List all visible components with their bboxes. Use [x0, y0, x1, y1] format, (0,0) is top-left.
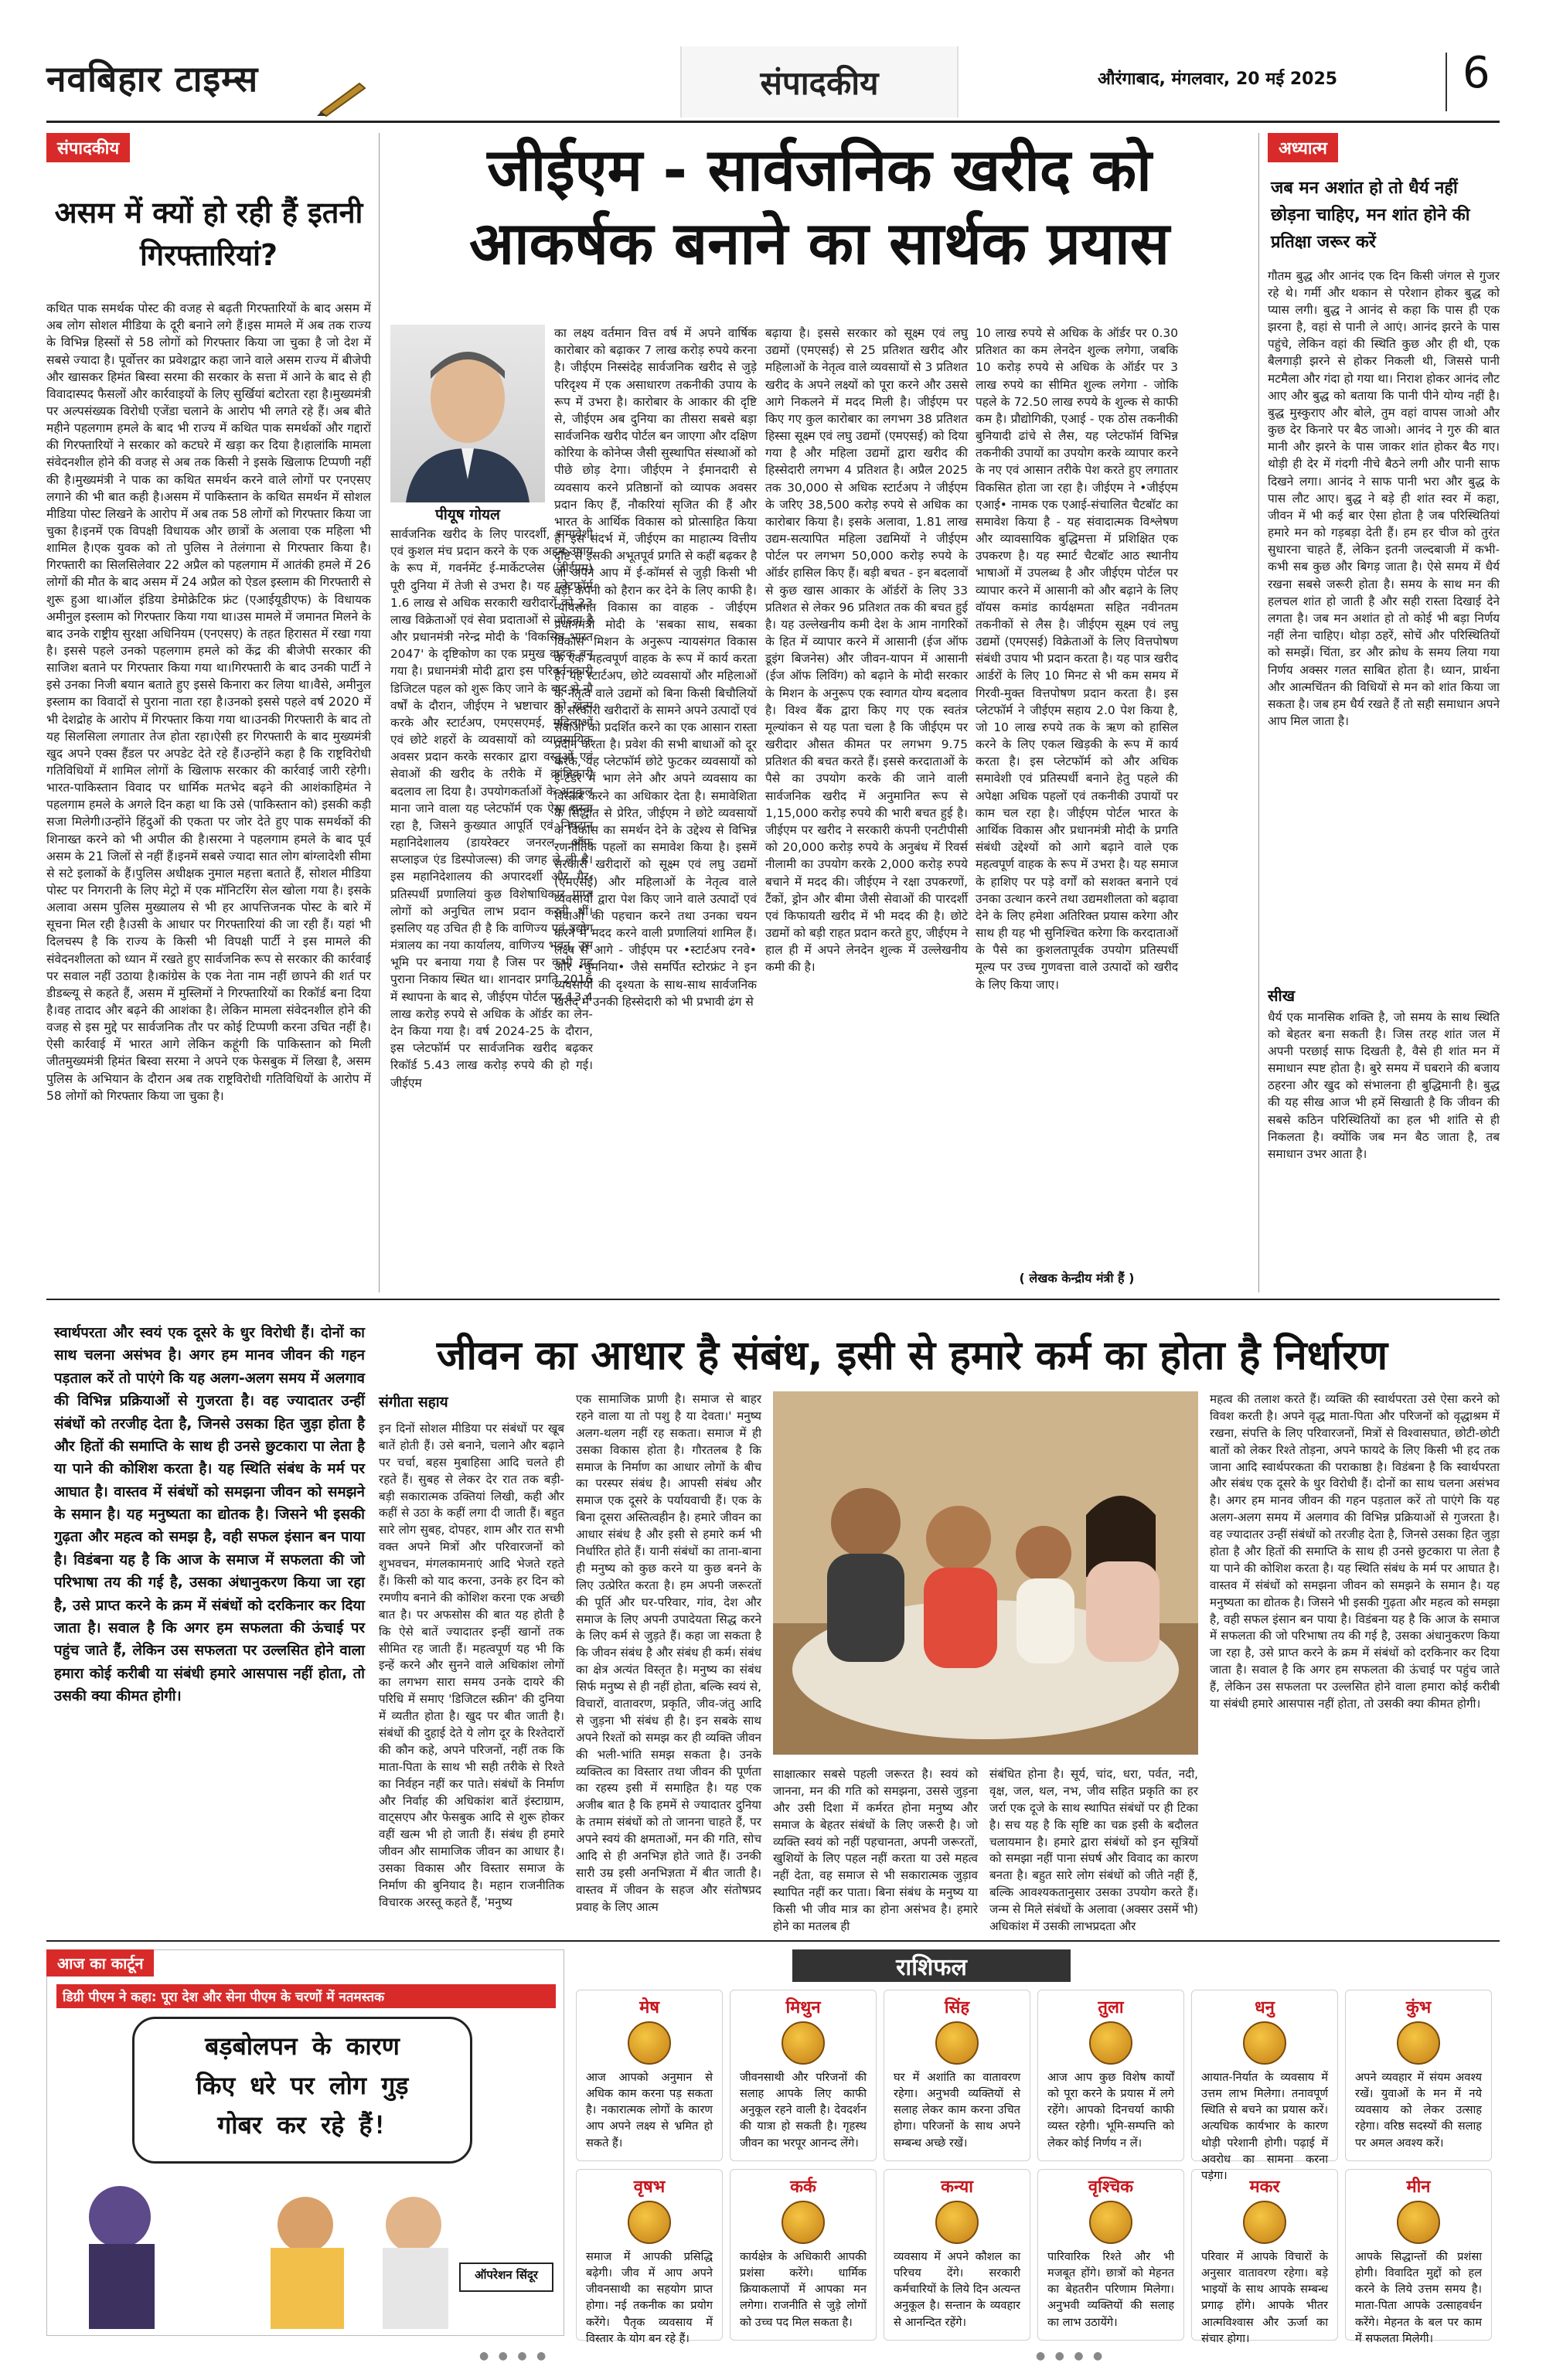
author-caption: पीयूष गोयल — [435, 506, 500, 523]
horoscope-sign-name: कर्क — [790, 2177, 816, 2197]
horoscope-sign-text: आयात-निर्यात के व्यवसाय में उत्तम लाभ मिलेगा। तनावपूर्ण स्थिति से बचने का प्रयास करें। अत्यधिक कार्यभार के कारण थोड़ी परेशानी होगी। पढ़ाई में अवरोध का सामना करना पड़ेगा। — [1201, 2071, 1328, 2182]
main-headline-line1: जीईएम - सार्वजनिक खरीद को — [487, 135, 1152, 204]
horoscope-sign-box — [1037, 1990, 1184, 2161]
registration-mark: ● ● ● ● — [479, 2350, 550, 2362]
section-rule — [46, 1299, 1500, 1300]
masthead-rule — [46, 121, 1500, 123]
horoscope-sign-text: जीवनसाथी और परिजनों की सलाह आपके लिए काफी अनुकूल रहने वाली है। देवदर्शन की यात्रा हो सकती है। गृहस्थ जीवन का भरपूर आनन्द लेंगे। — [740, 2071, 867, 2150]
horoscope-sign-text: पारिवारिक रिश्ते और भी मजबूत होंगे। छात्रों को मेहनत का बेहतरीन परिणाम मिलेगा। अनुभवी व्यक्तियों की सलाह का लाभ उठायेंगे। — [1047, 2250, 1174, 2329]
zodiac-icon — [1397, 2201, 1440, 2244]
horoscope-sign-box — [1345, 1990, 1492, 2161]
dateline: औरंगाबाद, मंगलवार, 20 मई 2025 — [1098, 70, 1338, 89]
registration-mark: ● ● ● ● — [1036, 2350, 1106, 2362]
editorial-tag: संपादकीय — [46, 133, 130, 162]
masthead — [46, 46, 1500, 117]
right-column — [1268, 133, 1500, 1292]
horoscope-sign-text: व्यवसाय में अपने कौशल का परिचय देंगे। सरकारी कर्मचारियों के लिये दिन अत्यन्त अनुकूल है। सन्तान के व्यवहार से आनन्दित रहेंगे। — [894, 2250, 1020, 2329]
author-credit: ( लेखक केन्द्रीय मंत्री हैं ) — [1019, 1271, 1135, 1285]
main-col-2: का लक्ष्य वर्तमान वित्त वर्ष में अपने वार्षिक कारोबार को बढ़ाकर 7 लाख करोड़ रुपये करना है। जीईएम निस्संदेह सार्वजनिक खरीद से जुड़े परिदृश्य में एक असाधारण तकनीकी उपाय के रूप में उभरा है। कारोबार के आकार की दृष्टि से, जीईएम अब दुनिया का तीसरा सबसे बड़ा सार्वजनिक खरीद पोर्टल बन जाएगा और दक्षिण कोरिया के कोनेप्स जैसी सुस्थापित संस्थाओं को पीछे छोड़ देगा। जीईएम ने ईमानदारी से व्यवसाय करने प्रतिष्ठानों को व्यापक अवसर प्रदान किए हैं, नौकरियां सृजित की हैं और भारत के आर्थिक विकास को प्रोत्साहित किया है। इस संदर्भ में, जीईएम का माहात्म्य वित्तीय दृष्टि से इसकी अभूतपूर्व प्रगति से कहीं बढ़कर है जो अपने आप में ई-कॉमर्स से जुड़ी किसी भी बड़ी कंपनी को हैरान कर देने के लिए काफी है। न्यायसंगत विकास का वाहक - जीईएम प्रधानमंत्री मोदी के 'सबका साथ, सबका विकास' मिशन के अनुरूप न्यायसंगत विकास के एक महत्वपूर्ण वाहक के रूप में कार्य करता है। यह स्टार्टअप, छोटे व्यवसायों और महिलाओं के नेतृत्व वाले उद्यमों को बिना किसी बिचौलियों के सरकारी खरीदारों के सामने अपने उत्पादों एवं सेवाओं को प्रदर्शित करने का एक आसान रास्ता प्रदान करता है। प्रवेश की सभी बाधाओं को दूर करके, यह प्लेटफॉर्म छोटे फुटकर व्यवसायों को ई-टेंडर में भाग लेने और अपने व्यवसाय का विस्तार करने का अधिकार देता है। समावेशिता के सिद्धांत से प्रेरित, जीईएम ने छोटे व्यवसायों के विकास का समर्थन देने के उद्देश्य से विभिन्न रणनीतिक पहलों का समावेश किया है। इसमें सरकारी खरीदारों को सूक्ष्म एवं लघु उद्यमों (एमएसई) और महिलाओं के नेतृत्व वाले व्यवसायों द्वारा पेश किए जाने वाले उत्पादों एवं सेवाओं की पहचान करने तथा उनका चयन करने में मदद करने वाली प्रणालियां शामिल हैं। लक्ष्य से आगे - जीईएम पर •स्टार्टअप रनवे• और •वुमनिया• जैसे समर्पित स्टोरफ्रंट ने इन व्यवसायों की दृश्यता के साथ-साथ सार्वजनिक खरीद में उनकी हिस्सेदारी को भी प्रभावी ढंग से — [554, 326, 757, 1009]
family-photo-icon — [773, 1391, 1198, 1755]
horoscope-sign-box — [884, 1990, 1030, 2161]
cartoon-box — [46, 1949, 564, 2336]
author-photo — [390, 325, 545, 502]
horoscope-sign-name: वृषभ — [633, 2177, 666, 2197]
editorial-headline: असम में क्यों हो रही हैं इतनी गिरफ्तारियां? — [54, 196, 363, 273]
horoscope-section — [576, 1949, 1500, 2345]
horoscope-sign-text: आज आप कुछ विशेष कार्यों को पूरा करने के प्रयास में लगे रहेंगे। आपको दिनचर्या काफी व्यस्त रहेगी। भूमि-सम्पत्ति को लेकर कोई निर्णय न लें। — [1047, 2071, 1174, 2150]
relationship-author: संगीता सहाय — [379, 1394, 448, 1411]
section-title: संपादकीय — [760, 63, 879, 102]
zodiac-icon — [1243, 2201, 1286, 2244]
horoscope-sign-name: मेष — [639, 1998, 659, 2017]
relationship-headline: जीवन का आधार है संबंध, इसी से हमारे कर्म का होता है निर्धारण — [436, 1333, 1388, 1379]
cartoon-caption: डिग्री पीएम ने कहा: पूरा देश और सेना पीएम के चरणों में नतमस्तक — [56, 1984, 556, 2008]
page-number: 6 — [1463, 48, 1490, 98]
horoscope-sign-box — [1191, 1990, 1338, 2182]
main-headline — [390, 133, 1248, 280]
horoscope-title-bar — [792, 1949, 1071, 1982]
horoscope-sign-text: आपके सिद्धान्तों की प्रशंसा होगी। विवादित मुद्दों को हल करने के लिये उत्तम समय है। माता-पिता आपके उत्साहवर्धन करेंगे। मेहनत के बल पर काम में सफलता मिलेगी। — [1355, 2250, 1482, 2345]
bubble-line-2: किए धरे पर लोग गुड़ — [196, 2071, 409, 2101]
main-col-4: 10 लाख रुपये से अधिक के ऑर्डर पर 0.30 प्रतिशत का कम लेनदेन शुल्क लगेगा, जबकि 10 करोड़ रुपये से अधिक के ऑर्डर पर 3 लाख रुपये का सीमित शुल्क लगेगा - जोकि पहले के 72.50 लाख रुपये के शुल्क से काफी कम है। प्रौद्योगिकी, एआई - एक ठोस तकनीकी बुनियादी ढांचे से लैस, यह प्लेटफॉर्म विभिन्न तकनीकी उपायों का उपयोग करके व्यापार करने के नए एवं आसान तरीके पेश करते हुए लगातार विकसित होता जा रहा है। जीईएम ने •जीईएम एआई• नामक एक एआई-संचालित चैटबॉट का समावेश किया है - यह संवादात्मक विश्लेषण और व्यावसायिक बुद्धिमत्ता में प्रशिक्षित एक उपकरण है। यह स्मार्ट चैटबॉट आठ स्थानीय भाषाओं में उपलब्ध है और जीईएम पोर्टल पर व्यापार करने में आसानी को और बढ़ाने के लिए वॉयस कमांड कार्यक्षमता सहित नवीनतम तकनीकों से लैस है। जीईएम सूक्ष्म एवं लघु उद्यमों (एमएसई) विक्रेताओं के लिए वित्तपोषण संबंधी उपाय भी प्रदान करता है। यह पात्र खरीद आर्डरों के लिए 10 मिनट से भी कम समय में गिरवी-मुक्त वित्तपोषण प्रदान करता है। इस प्लेटफॉर्म ने जीईएम सहाय 2.0 पेश किया है, जो 10 लाख रुपये तक के ऋण को हासिल करने के लिए एकल खिड़की के रूप में कार्य करता है। इस प्लेटफॉर्म को और अधिक समावेशी एवं प्रतिस्पर्धी बनाने हेतु पहले की अपेक्षा अधिक पहलों एवं तकनीकी उपायों पर काम चल रहा है। जीईएम पोर्टल भारत के आर्थिक विकास और प्रधानमंत्री मोदी के प्रगति संबंधी उद्देश्यों को आगे बढ़ाने वाले एक महत्वपूर्ण वाहक के रूप में उभरा है। यह समाज के हाशिए पर पड़े वर्गों को सशक्त बनाने एवं उनका उत्थान करने तथा उद्यमशीलता को बढ़ावा देने के लिए हमेशा अतिरिक्त प्रयास करेगा और साथ ही यह भी सुनिश्चित करेगा कि करदाताओं के पैसे का कुशलतापूर्वक उपयोग प्रतिस्पर्धी मूल्य पर उच्च गुणवत्ता वाले उत्पादों को खरीद के लिए किया जाए। — [976, 326, 1179, 992]
zodiac-icon — [1089, 2021, 1132, 2065]
col-rule — [1258, 133, 1259, 1292]
author-portrait-icon — [390, 325, 545, 502]
spirituality-headline: जब मन अशांत हो तो धैर्य नहीं छोड़ना चाहिए, मन शांत होने की प्रतिक्षा जरूर करें — [1271, 179, 1470, 253]
horoscope-sign-box — [576, 2169, 723, 2345]
zodiac-icon — [935, 2021, 979, 2065]
bubble-line-3: गोबर कर रहे हैं! — [217, 2110, 387, 2140]
section-banner — [680, 46, 959, 117]
pull-quote-box — [46, 1314, 371, 1932]
horoscope-sign-box — [730, 1990, 877, 2161]
horoscope-sign-text: आज आपको अनुमान से अधिक काम करना पड़ सकता है। नकारात्मक लोगों के कारण आप अपने लक्ष्य से भ्रमित हो सकते हैं। — [586, 2071, 713, 2150]
zodiac-icon — [1397, 2021, 1440, 2065]
pen-icon — [317, 77, 371, 116]
zodiac-icon — [1089, 2201, 1132, 2244]
horoscope-sign-name: धनु — [1255, 1998, 1275, 2017]
left-editorial — [46, 133, 371, 1292]
horoscope-sign-name: वृश्चिक — [1088, 2177, 1134, 2197]
family-photo — [773, 1391, 1198, 1755]
horoscope-sign-box — [1037, 2169, 1184, 2341]
horoscope-sign-name: कन्या — [941, 2177, 973, 2197]
main-col-3: बढ़ाया है। इससे सरकार को सूक्ष्म एवं लघु उद्यमों (एमएसई) से 25 प्रतिशत खरीद और महिलाओं के नेतृत्व वाले व्यवसायों से 3 प्रतिशत खरीद के अपने लक्ष्यों को पूरा करने और उससे आगे निकलने में मदद मिली है। जीईएम पर किए गए कुल कारोबार का लगभग 38 प्रतिशत हिस्सा सूक्ष्म एवं लघु उद्यमों (एमएसई) को दिया गया है और महिला उद्यमों द्वारा खरीद की हिस्सेदारी लगभग 4 प्रतिशत है। अप्रैल 2025 तक 30,000 से अधिक स्टार्टअप ने जीईएम के जरिए 38,500 करोड़ रुपये से अधिक का कारोबार किया है। इसके अलावा, 1.81 लाख उद्यम-सत्यापित महिला उद्यमियों ने जीईएम पोर्टल पर लगभग 50,000 करोड़ रुपये के ऑर्डर हासिल किए हैं। बड़ी बचत - इन बदलावों से कुछ खास आकार के ऑर्डरों के लिए 33 प्रतिशत से लेकर 96 प्रतिशत तक की बचत हुई है। यह उल्लेखनीय कमी देश के आम नागरिकों के हित में व्यापार करने में आसानी (ईज ऑफ डूइंग बिजनेस) और जीवन-यापन में आसानी (ईज ऑफ लिविंग) को बढ़ाने के मोदी सरकार के मिशन के अनुरूप एक स्वागत योग्य बदलाव है। विश्व बैंक द्वारा किए गए एक स्वतंत्र मूल्यांकन से यह पता चला है कि जीईएम पर खरीदार औसत कीमत पर लगभग 9.75 प्रतिशत की बचत करते हैं। इससे करदाताओं के पैसे का उपयोग करके की जाने वाली सार्वजनिक खरीद में अनुमानित रूप से 1,15,000 करोड़ रुपये की भारी बचत हुई है। जीईएम पर खरीद ने सरकारी कंपनी एनटीपीसी को 20,000 करोड़ रुपये के अनुबंध में रिवर्स नीलामी का उपयोग करके 2,000 करोड़ रुपये बचाने में मदद की। जीईएम ने रक्षा उपकरणों, टैंकों, ड्रोन और बीमा जैसी सेवाओं की पारदर्शी एवं किफायती खरीद में भी मदद की है। छोटे उद्यमों को बड़ी राहत प्रदान करते हुए, जीईएम ने हाल ही में अपने लेनदेन शुल्क में उल्लेखनीय कमी की है। — [765, 326, 968, 975]
relationship-col-2: एक सामाजिक प्राणी है। समाज से बाहर रहने वाला या तो पशु है या देवता।' मनुष्य अलग-थलग नहीं रह सकता। समाज में ही उसका विकास होता है। गौरतलब है कि समाज के निर्माण का आधार लोगों के बीच का परस्पर संबंध है। आपसी संबंध और समाज एक दूसरे के पर्यायवाची हैं। एक के बिना दूसरा अस्तित्वहीन है। हमारे जीवन का आधार संबंध है और इसी से हमारे कर्म भी निर्धारित होते हैं। यानी संबंधों का ताना-बाना ही मनुष्य को कुछ करने या कुछ बनने के लिए उत्प्रेरित करता है। हम अपनी जरूरतों की पूर्ति और घर-परिवार, गांव, देश और समाज के लिए अपनी उपादेयता सिद्ध करने के लिए कर्म से जुड़ते हैं। कहा जा सकता है कि जीवन संबंध है और संबंध ही कर्म। संबंध का क्षेत्र अत्यंत विस्तृत है। मनुष्य का संबंध सिर्फ मनुष्य से ही नहीं होता, बल्कि स्वयं से, विचारों, वातावरण, प्रकृति, जीव-जंतु आदि से जुड़ना भी संबंध ही है। इन सबके साथ अपने रिश्तों को समझ कर ही व्यक्ति जीवन की भली-भांति समझ सकता है। उनके व्यक्तित्व का विस्तार तथा जीवन की पूर्णता का रहस्य इसी में समाहित है। यह एक अजीब बात है कि हममें से ज्यादातर दुनिया के तमाम संबंधों को तो जानना चाहते हैं, पर अपने स्वयं की क्षमताओं, मन की गति, सोच आदि से ही अनभिज्ञ होते जाते हैं। उनकी सारी उम्र इसी अनभिज्ञता में बीत जाती है। वास्तव में जीवन के सहज और संतोषप्रद प्रवाह के लिए आत्म — [576, 1392, 761, 1914]
relationship-col-3: साक्षात्कार सबसे पहली जरूरत है। स्वयं को जानना, मन की गति को समझना, उससे जुड़ना और उसी दिशा में कर्मरत होना मनुष्य और समाज के बेहतर संबंधों के लिए जरूरी है। जो व्यक्ति स्वयं को नहीं पहचानता, अपनी जरूरतों, खुशियों के लिए पहल नहीं करता या उसे महत्व नहीं देता, वह समाज से भी सकारात्मक जुड़ाव स्थापित नहीं कर पाता। बिना संबंध के मनुष्य या किसी भी जीव मात्र का होना असंभव है। हमारे होने का मतलब ही — [773, 1767, 978, 1934]
horoscope-sign-text: परिवार में आपके विचारों के अनुसार वातावरण रहेगा। बड़े भाइयों के साथ आपके सम्बन्ध प्रगाढ़ होंगे। आपके भीतर आत्मविश्वास और ऊर्जा का संचार होगा। — [1201, 2250, 1328, 2345]
zodiac-icon — [782, 2021, 825, 2065]
horoscope-sign-box — [1191, 2169, 1338, 2345]
horoscope-title: राशिफल — [896, 1953, 967, 1981]
zodiac-icon — [782, 2201, 825, 2244]
horoscope-sign-name: मिथुन — [785, 1998, 821, 2017]
col-rule — [379, 133, 380, 1292]
lesson-body: धैर्य एक मानसिक शक्ति है, जो समय के साथ स्थिति को बेहतर बना सकती है। जिस तरह शांत जल में अपनी परछाई साफ दिखती है, वैसे ही शांत मन में समाधान स्पष्ट होता है। बुरे समय में घबराने की बजाय ठहरना और खुद को संभालना ही बुद्धिमानी है। बुद्ध की यह सीख आज भी हमें सिखाती है कि जीवन की सबसे कठिन परिस्थितियों का हल भी शांति से ही निकलता है। क्योंकि जब मन बैठ जाता है, तब समाधान उभर आता है। — [1268, 1010, 1500, 1161]
horoscope-sign-name: सिंह — [944, 1998, 970, 2017]
relationship-col-1: इन दिनों सोशल मीडिया पर संबंधों पर खूब बातें होती हैं। उसे बनाने, चलाने और बढ़ाने पर चर्चा, बहस मुबाहिसा आदि चलते ही रहते हैं। सुबह से लेकर देर रात तक बड़ी-बड़ी सकारात्मक उक्तियां लिखी, कही और कहीं से उठा के कहीं लगा दी जाती हैं। बहुत सारे लोग सुबह, दोपहर, शाम और रात सभी वक्त अपने मित्रों और परिवारजनों को शुभवचन, मंगलकामनाएं आदि भेजते रहते हैं। किसी को याद करना, उनके हर दिन को रमणीय बनाने की कोशिश करना एक अच्छी बात है। पर अफसोस की बात यह होती है कि ऐसे बातें ज्यादातर इन्हीं खानों तक सीमित रह जाती हैं। महत्वपूर्ण यह भी कि इन्हें करने और सुनने वाले अधिकांश लोगों का लगभग सारा समय उनके दायरे की परिधि में समाए 'डिजिटल स्क्रीन' की दुनिया में व्यतीत होता है। खुद पर बीत जाती है। संबंधों की दुहाई देते ये लोग दूर के रिश्तेदारों की कौन कहे, अपने परिजनों, नहीं तक कि माता-पिता के साथ भी सही तरीके से रिश्ते का निर्वहन नहीं कर पाते। संबंधों के निर्माण और निर्वाह की अधिकांश बातें इंस्टाग्राम, वाट्सएप और फेसबुक आदि से शुरू होकर वहीं खत्म भी हो जाती हैं। संबंध ही हमारे जीवन और सामाजिक जीवन का आधार है। उसका विकास और विस्तार समाज के निर्माण की बुनियाद है। महान राजनीतिक विचारक अरस्तू कहते हैं, 'मनुष्य — [379, 1422, 564, 1909]
paper-name: नवबिहार टाइम्स — [46, 58, 259, 100]
horoscope-sign-name: मीन — [1406, 2177, 1431, 2197]
main-col-1: सार्वजनिक खरीद के लिए पारदर्शी, समावेशी एवं कुशल मंच प्रदान करने के एक अहम उपाय के रूप में, गवर्नमेंट ई-मार्केटप्लेस (जीईएम) पूरी दुनिया में तेजी से उभरा है। यह प्लेटफॉर्म 1.6 लाख से अधिक सरकारी खरीदारों को 23 लाख विक्रेताओं एवं सेवा प्रदाताओं से जोड़ता है और प्रधानमंत्री नरेन्द्र मोदी के 'विकसित भारत 2047' के दृष्टिकोण का एक प्रमुख वाहक बन गया है। प्रधानमंत्री मोदी द्वारा इस परिवर्तनकारी डिजिटल पहल को शुरू किए जाने के बाद से नौ वर्षों के दौरान, जीईएम ने भ्रष्टाचार को खत्म करके और स्टार्टअप, एमएसएमई, महिलाओं एवं छोटे शहरों के व्यवसायों को व्यावसायिक अवसर प्रदान करके सरकार द्वारा वस्तुओं एवं सेवाओं की खरीद के तरीके में क्रांतिकारी बदलाव ला दिया है। उपयोगकर्ताओं के अनुकूल माना जाने वाला यह प्लेटफॉर्म एक ऐसा रास्ता रहा है, जिसने कुख्यात आपूर्ति एवं निपटान महानिदेशालय (डायरेक्टर जनरल ऑफ सप्लाइज एंड डिस्पोजल्स) की जगह ले ली है। इस महानिदेशालय की अपारदर्शी और गैर-प्रतिस्पर्धी प्रणालियां कुछ विशेषाधिकार प्राप्त लोगों को अनुचित लाभ प्रदान करती थीं। इसलिए यह उचित ही है कि वाणिज्य एवं उद्योग मंत्रालय का नया कार्यालय, वाणिज्य भवन, उस भूमि पर बनाया गया है जिस पर कभी यह पुराना निकाय स्थित था। शानदार प्रगति 2016 में स्थापना के बाद से, जीईएम पोर्टल पर 13.4 लाख करोड़ रुपये से अधिक के ऑर्डर का लेन-देन किया गया है। वर्ष 2024-25 के दौरान, इस प्लेटफॉर्म पर सार्वजनिक खरीद बढ़कर रिकॉर्ड 5.43 लाख करोड़ रुपये की हो गई। जीईएम — [390, 527, 593, 1090]
horoscope-sign-name: कुंभ — [1405, 1998, 1432, 2017]
horoscope-sign-text: अपने व्यवहार में संयम अवश्य रखें। युवाओं के मन में नये व्यवसाय को लेकर उत्साह रहेगा। वरिष्ठ सदस्यों की सलाह पर अमल अवश्य करें। — [1355, 2071, 1482, 2150]
page-divider — [1446, 53, 1447, 111]
horoscope-sign-box — [1345, 2169, 1492, 2345]
spirituality-body: गौतम बुद्ध और आनंद एक दिन किसी जंगल से गुजर रहे थे। गर्मी और थकान से परेशान होकर बुद्ध को प्यास लगी। बुद्ध ने आनंद से कहा कि पास ही एक झरना है, वहां से पानी ले आएं। आनंद झरने के पास पहुंचे, लेकिन वहां की स्थिति कुछ और ही थी, एक बैलगाड़ी झरने से होकर निकली थी, जिससे पानी मटमैला और गंदा हो गया था। निराश होकर आनंद लौट आए और बुद्ध को बताया कि पानी पीने योग्य नहीं है। बुद्ध मुस्कुराए और बोले, तुम वहां वापस जाओ और कुछ देर किनारे पर बैठ जाओ। आनंद ने गुरु की बात मानी और झरने के पास जाकर शांत होकर बैठ गए। थोड़ी ही देर में गंदगी नीचे बैठने लगी और पानी साफ दिखने लगा। आनंद ने साफ पानी भरा और बुद्ध के पास लौट आए। बुद्ध ने बड़े ही शांत स्वर में कहा, जीवन में भी कई बार ऐसा होता है जब परिस्थितियां हमारे मन को गड़बड़ा देती हैं। हम हर चीज को तुरंत सुधारना चाहते हैं, लेकिन इतनी जल्दबाजी में कभी-कभी सब कुछ और बिगड़ जाता है। ऐसे समय में धैर्य रखना सबसे जरूरी होता है। समय के साथ मन की हलचल शांत हो जाती है और सही रास्ता दिखाई देने लगता है। जब मन अशांत हो तो कोई भी बड़ा निर्णय नहीं लेना चाहिए। थोड़ा ठहरें, सोचें और परिस्थितियों को समझें। चिंता, डर और क्रोध के समय लिया गया निर्णय अक्सर गलत साबित होता है। ध्यान, प्रार्थना और आत्मचिंतन की विधियों से मन को शांत किया जा सकता है। जब हम धैर्य रखते हैं तो सही समाधान अपने आप मिल जाता है। — [1268, 268, 1500, 729]
section-rule — [46, 1940, 1500, 1942]
zodiac-icon — [1243, 2021, 1286, 2065]
lesson-label: सीख — [1268, 986, 1296, 1005]
horoscope-sign-text: घर में अशांति का वातावरण रहेगा। अनुभवी व्यक्तियों से सलाह लेकर काम करना उचित होगा। परिजनों के साथ अपने सम्बन्ध अच्छे रखें। — [894, 2071, 1020, 2150]
horoscope-sign-text: समाज में आपकी प्रसिद्धि बढ़ेगी। जीव में आप अपने जीवनसाथी का सहयोग प्राप्त होगा। नई तकनीक का प्रयोग करेंगे। पैतृक व्यवसाय में विस्तार के योग बन रहे हैं। — [586, 2250, 713, 2345]
editorial-body: कथित पाक समर्थक पोस्ट की वजह से बढ़ती गिरफ्तारियों के बाद असम में अब लोग सोशल मीडिया के दूरी बनाने लगे हैं।इस मामले में अब तक राज्य के विभिन्न हिस्सों से 58 लोगों को गिरफ्तार किया जा चुका है जो देश में सबसे ज्यादा है। पूर्वोत्तर का प्रवेशद्वार कहा जाने वाले असम राज्य में बीजेपी और खासकर हिमंत बिस्वा सरमा की सरकार के सत्ता में आने के बाद से ही विवादास्पद फैसलों और कार्रवाइयों के लिए सुर्खियां बटोरता रहा है।मुख्यमंत्री पर अल्पसंख्यक विरोधी एजेंडा चलाने के आरोप भी लगते रहे हैं। अब बीते महीने पहलगाम हमले के बाद भी राज्य में कथित पाक समर्थकों और गद्दारों की गिरफ्तारियों ने सरकार को कटघरे में खड़ा कर दिया है।हालांकि मामला संवेदनशील होने की वजह से अब तक किसी ने इसके खिलाफ टिप्पणी नहीं की है।मुख्यमंत्री ने पाक का कथित समर्थन करने वाले लोगों पर एनएसए लगाने की भी बात कही है।असम में पाकिस्तान के कथित समर्थन में सोशल मीडिया पोस्ट लिखने के आरोप में अब तक 58 लोगों को गिरफ्तार किया जा चुका है।इनमें एक विपक्षी विधायक और छात्रों के अलावा एक महिला भी शामिल है।एक युवक को तो पुलिस ने तेलंगाना से गिरफ्तार किया है। गिरफ्तारी का सिलसिलेवार 22 अप्रैल को पहलगाम में आतंकी हमले में 26 लोगों की मौत के बाद असम में 24 अप्रैल को ऐडल इस्लाम की गिरफ्तारी से शुरू हुआ था।ऑल इंडिया डेमोक्रेटिक फ्रंट (एआईयूडीएफ) के विधायक अमीनुल इस्लाम को गिरफ्तार किया गया था।उस मामले में जमानत मिलने के बाद उनके राष्ट्रीय सुरक्षा अधिनियम (एनएसए) के तहत हिरासत में रखा गया है। इससे पहले उनको पहलगाम हमले को केंद्र की बीजेपी सरकार की साजिश बताने पर गिरफ्तार किया गया था।गिरफ्तारी के बाद उनकी पार्टी ने इसे उनका निजी बयान बताते हुए इससे किनारा कर लिया था।वैसे, अमीनुल इस्लाम का विवादों से पुराना नाता रहा है।उनको इससे पहले वर्ष 2020 में भी देशद्रोह के आरोप में गिरफ्तार किया गया था।उनकी गिरफ्तारी के बाद तो यह सिलसिला लगातार तेज होता रहा।ऐसी हर गिरफ्तारी के बाद मुख्यमंत्री खुद अपने एक्स हैंडल पर अपडेट देते रहे हैं।उन्होंने कहा है कि राष्ट्रविरोधी गतिविधियों में शामिल लोगों के खिलाफ सरकार की कार्रवाई जारी रहेगी।भारत-पाकिस्तान विवाद पर धार्मिक मतभेद बढ़ने की आशंकाहिमंत ने पहलगाम हमले के अगले दिन कहा था कि उसे (पाकिस्तान को) इसकी कड़ी सजा मिलेगी।उन्होंने हिंदुओं की एकता पर जोर देते हुए पाक समर्थकों की शिनाख्त करने को भी अपील की है।सरमा ने पहलगाम हमले के बाद पूर्व असम के 21 जिलों से नहीं हैं।इनमें सबसे ज्यादा सात लोग बांग्लादेशी सीमा से सटे इलाकों के हैं।पुलिस अधीक्षक नुमाल महत्ता बताते हैं, सोशल मीडिया पोस्ट पर निगरानी के लिए मेट्रो में एक मॉनिटरिंग सेल खोला गया है। इसके अलावा असम पुलिस मुख्यालय से भी हर आपत्तिजनक पोस्ट के बारे में सूचना मिल रही है।उसी के आधार पर गिरफ्तारियां की जा रही हैं। यहां भी दिलचस्प है कि राज्य के किसी भी विपक्षी पार्टी ने इस मामले की संवेदनशीलता को ध्यान में रखते हुए सार्वजनिक रूप से सरकार की कार्रवाई पर सवाल नहीं उठाया है।कांग्रेस के एक नेता नाम नहीं छापने की शर्त पर डीडब्ल्यू से कहते हैं, असम में मुस्लिमों ने गिरफ्तारियों का रिकॉर्ड बना दिया है।वह तादाद और बढ़ने की आशंका है। लेकिन मामला संवेदनशील होने की वजह से इस मुद्दे पर सार्वजनिक तौर पर कोई टिप्पणी करना उचित नहीं है।ऐसी कार्रवाई में भारत आगे लेकिन कहूंगी कि पाकिस्तान को मिली जीतमुख्यमंत्री हिमंत बिस्वा सरमा ने अपने एक फेसबुक में लिखा है, असम पुलिस के अभियान के दौरान अब तक राष्ट्रविरोधी गतिविधियों के आरोप में 58 लोगों को गिरफ्तार किया जा चुका है। — [46, 301, 371, 1103]
bubble-line-1: बड़बोलपन के कारण — [205, 2031, 400, 2061]
relationship-col-4: संबंधित होना है। सूर्य, चांद, धरा, पर्वत, नदी, वृक्ष, जल, थल, नभ, जीव सहित प्रकृति का हर जर्रा एक दूजे के साथ स्थापित संबंधों पर ही टिका है। सच यह है कि सृष्टि का चक्र इसी के बदौलत चलायमान है। हमारे द्वारा संबंधों को इन सूत्रियों को समझा नहीं पाना संघर्ष और विवाद का कारण बनता है। बहुत सारे लोग संबंधों को जीते नहीं हैं, बल्कि आवश्यकतानुसार उसका उपयोग करते हैं। जन्म से मिले संबंधों के अलावा (अक्सर उसमें भी) अधिकांश में उसकी लाभप्रदता और — [989, 1767, 1198, 1934]
cartoon-tag: आज का कार्टून — [46, 1949, 154, 1977]
horoscope-sign-name: मकर — [1249, 2177, 1280, 2197]
horoscope-sign-box — [884, 2169, 1030, 2341]
horoscope-sign-box — [576, 1990, 723, 2161]
horoscope-sign-text: कार्यक्षेत्र के अधिकारी आपकी प्रशंसा करेंगे। धार्मिक क्रियाकलापों में आपका मन लगेगा। राजनीति से जुड़े लोगों को उच्च पद मिल सकता है। — [740, 2250, 867, 2329]
cartoon-sign: ऑपरेशन सिंदूर — [475, 2268, 538, 2282]
horoscope-sign-box — [730, 2169, 877, 2341]
pull-quote: स्वार्थपरता और स्वयं एक दूसरे के धुर विरोधी हैं। दोनों का साथ चलना असंभव है। अगर हम मानव जीवन की गहन पड़ताल करें तो पाएंगे कि यह अलग-अलग समय में अलगाव की विभिन्न प्रक्रियाओं से गुजरता है। वह ज्यादातर उन्हीं संबंधों को तरजीह देता है, जिनसे उसका हित जुड़ा होता है और हितों की समाप्ति के साथ ही उनसे छुटकारा पा लेता है या पाने की कोशिश करता है। यह स्थिति संबंध के मर्म पर आघात है। वास्तव में संबंधों को समझना जीवन को समझने के समान है। यह मनुष्यता का द्योतक है। जिसने भी इसकी गुढ़ता और महत्व को समझ है, वही सफल इंसान बन पाया है। विडंबना यह है कि आज के समाज में सफलता की जो परिभाषा तय की गई है, उसका अंधानुकरण किया जा रहा है, उसे प्राप्त करने के क्रम में संबंधों को दरकिनार कर दिया जाता है। सवाल है कि अगर हम सफलता की ऊंचाई पर पहुंच जाते हैं, लेकिन उस सफलता पर उल्लसित होने वाला हमारा कोई करीबी या संबंधी हमारे आसपास नहीं होता, तो उसकी क्या कीमत होगी। — [54, 1325, 365, 1704]
relationship-col-5: महत्व की तलाश करते हैं। व्यक्ति की स्वार्थपरता उसे ऐसा करने को विवश करती है। अपने वृद्ध माता-पिता और परिजनों को वृद्धाश्रम में रखना, संपत्ति के लिए परिवारजनों, मित्रों से विश्वासघात, छोटी-छोटी बातों को लेकर रिश्ते तोड़ना, अपने फायदे के लिए किसी भी हद तक जाना आदि स्वार्थपरकता की पराकाष्ठा है। विडंबना है कि स्वार्थपरता और संबंध एक दूसरे के धुर विरोधी हैं। दोनों का साथ चलना असंभव है। अगर हम मानव जीवन की गहन पड़ताल करें तो पाएंगे कि यह अलग-अलग समय में अलगाव की विभिन्न प्रक्रियाओं से गुजरता है। वह ज्यादातर उन्हीं संबंधों को तरजीह देता है, जिनसे उसका हित जुड़ा होता है और हितों की समाप्ति के साथ ही उनसे छुटकारा पा लेता है या पाने की कोशिश करता है। यह स्थिति संबंध के मर्म पर आघात है। वास्तव में संबंधों को समझना जीवन को समझने के समान है। यह मनुष्यता का द्योतक है। जिसने भी इसकी गुढ़ता और महत्व को समझा है, वही सफल इंसान बन पाया है। विडंबना यह है कि आज के समाज में सफलता की जो परिभाषा तय की गई है, उसका अंधानुकरण किया जा रहा है, उसे प्राप्त करने के क्रम में संबंधों को दरकिनार कर दिया जाता है। सवाल है कि अगर हम सफलता की ऊंचाई पर पहुंच जाते हैं, लेकिन उस सफलता पर उल्लसित होने वाला हमारा कोई करीबी या संबंधी हमारे आसपास नहीं होता, तो उसकी क्या कीमत होगी। — [1210, 1392, 1500, 1711]
zodiac-icon — [628, 2021, 671, 2065]
zodiac-icon — [628, 2201, 671, 2244]
main-headline-line2: आकर्षक बनाने का सार्थक प्रयास — [468, 209, 1170, 277]
spirituality-tag: अध्यात्म — [1268, 133, 1338, 162]
speech-bubble — [132, 2017, 472, 2164]
horoscope-sign-name: तुला — [1098, 1998, 1124, 2017]
cartoon-figures-icon — [50, 2171, 560, 2333]
zodiac-icon — [935, 2201, 979, 2244]
